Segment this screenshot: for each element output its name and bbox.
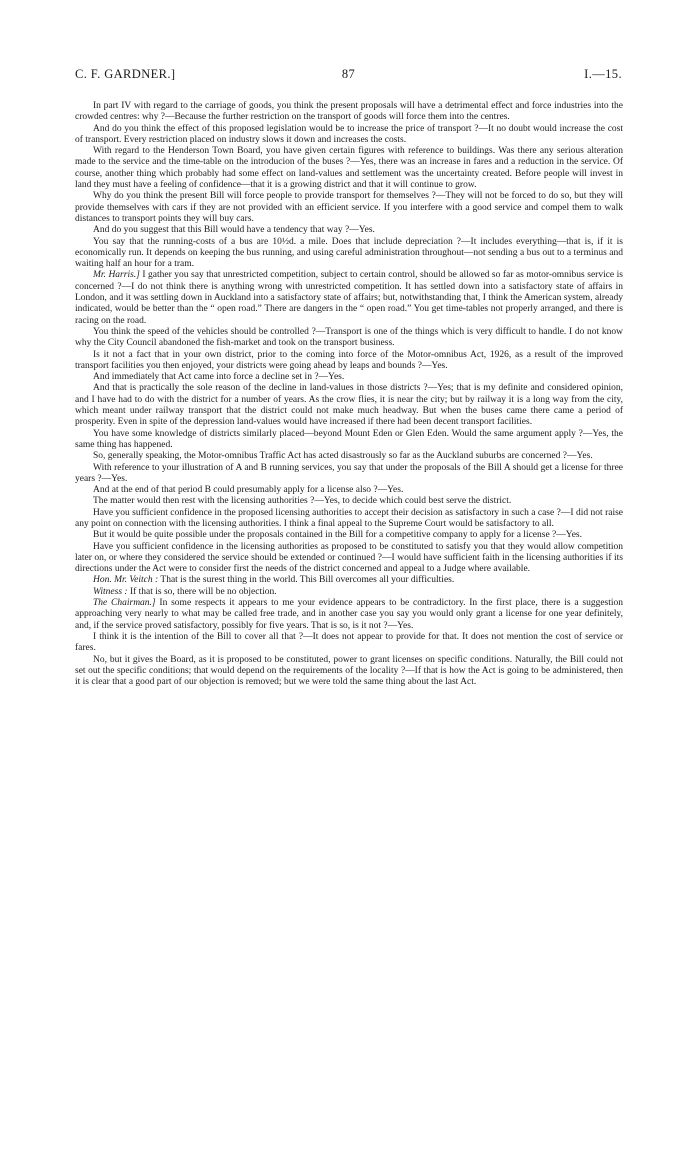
paragraph-text: You think the speed of the vehicles should be controlled ?—Transport is one of the things which is very difficult to handle. I do not know why the City Council abandoned the fish-market and took on the transport business. [75, 326, 623, 349]
paragraph [75, 530, 623, 541]
paragraph [75, 350, 623, 373]
paragraph-text: In part IV with regard to the carriage of goods, you think the present proposals will have a detrimental effect and force industries into the crowded centres: why ?—Because the further restriction on the transport of goods will force them into the centres. [75, 101, 623, 123]
paragraph [75, 575, 623, 586]
speaker-label: The Chairman.] [93, 598, 156, 609]
paragraph-text: So, generally speaking, the Motor-omnibus Traffic Act has acted disastrously so far as the Auckland suburbs are concerned ?—Yes. [93, 451, 593, 462]
paragraph-text: Is it not a fact that in your own district, prior to the coming into force of the Motor-omnibus Act, 1926, as a result of the improved transport facilities you then enjoyed, your districts were going ahead by leaps and bounds ?—Yes. [75, 349, 623, 371]
witness-name-header: C. F. GARDNER.] [75, 67, 176, 81]
paragraph [75, 225, 623, 236]
paragraph [75, 451, 623, 462]
paragraph [75, 587, 623, 598]
paragraph-text: No, but it gives the Board, as it is proposed to be constituted, power to grant licenses on specific conditions. Naturally, the Bill could not set out the specific conditions; that would depend on the requirements of the locality ?—If that is how the Act is going to be administered, then it is clear that a good part of our objection is removed; but we were told the same thing about the last Act. [75, 654, 623, 688]
paragraph [75, 327, 623, 350]
paragraph-text: But it would be quite possible under the proposals contained in the Bill for a competitive company to apply for a license ?—Yes. [93, 530, 582, 541]
paragraph-text: Have you sufficient confidence in the licensing authorities as proposed to be constituted to satisfy you that they would allow competition later on, or where they considered the service should be extended or continued ?—I would have sufficient faith in the licensing authorities if its directions under the Act were to consider first the needs of the district concerned and appeal to a Judge where available. [75, 541, 623, 575]
paragraph-text: I gather you say that unrestricted competition, subject to certain control, should be allowed so far as motor-omnibus service is concerned ?—I do not think there is anything wrong with unrestricted competition. It has settled down into a satisfactory state of affairs in London, and it was settling down in Auckland into a satisfactory state of affairs; but, notwithstanding that, I think the American system, already indicated, would be better than the “ open road.” There are dangers in the “ open road.” You get time-tables not properly arranged, and there is racing on the road. [75, 270, 623, 326]
paragraph [75, 485, 623, 496]
paragraph [75, 632, 623, 655]
paragraph-text: If that is so, there will be no objection. [129, 586, 277, 597]
paragraph-text: Why do you think the present Bill will force people to provide transport for themselves ?—They will not be forced to do so, but they will provide themselves with cars if they are not provided with an efficient service. If you interfere with a good service and compel them to walk distances to transport points they will buy cars. [75, 191, 623, 224]
paragraph-text: Have you sufficient confidence in the proposed licensing authorities to accept their decision as satisfactory in such a case ?—I did not raise any point on connection with the licensing authorities. I think a final appeal to the Supreme Court would be satisfactory to all. [75, 507, 623, 529]
paragraph-text: And that is practically the sole reason of the decline in land-values in those districts ?—Yes; that is my definite and considered opinion, and I have had to do with the district for a number of years. As the crow flies, it is near the city; but by railway it is a long way from the city, which meant under railway transport that the district could not make much headway. But when the buses came there came a period of prosperity. Even in spite of the depression land-values would have increased if there had been decent transport facilities. [75, 383, 623, 428]
paragraph-text: And do you think the effect of this proposed legislation would be to increase the price of transport ?—It no doubt would increase the cost of transport. Every restriction placed on industry slows it down and increases the costs. [75, 123, 623, 145]
paragraph [75, 598, 623, 632]
paragraph-text: I think it is the intention of the Bill to cover all that ?—It does not appear to provide for that. It does not mention the cost of service or fares. [75, 631, 623, 654]
paragraph [75, 101, 623, 124]
evidence-text [75, 101, 623, 688]
document-reference: I.—15. [584, 67, 622, 81]
speaker-label: Mr. Harris.] [93, 270, 140, 281]
paragraph-text: The matter would then rest with the licensing authorities ?—Yes, to decide which could best serve the district. [93, 496, 512, 507]
paragraph [75, 508, 623, 531]
paragraph [75, 383, 623, 428]
paragraph [75, 463, 623, 486]
paragraph-text: That is the surest thing in the world. This Bill overcomes all your difficulties. [160, 575, 455, 586]
paragraph [75, 237, 623, 271]
speaker-label: Hon. Mr. Veitch : [93, 575, 159, 586]
paragraph-text: With reference to your illustration of A and B running services, you say that under the proposals of the Bill A should get a license for three years ?—Yes. [75, 462, 623, 484]
paragraph [75, 655, 623, 689]
paragraph-text: And immediately that Act came into force a decline set in ?—Yes. [93, 372, 345, 383]
paragraph [75, 124, 623, 147]
paragraph-text: You have some knowledge of districts similarly placed—beyond Mount Eden or Glen Eden. Would the same argument apply ?—Yes, the same thing has happened. [75, 428, 623, 450]
paragraph-text: And at the end of that period B could presumably apply for a license also ?—Yes. [93, 485, 404, 496]
speaker-label: Witness : [93, 586, 128, 597]
paragraph [75, 146, 623, 191]
paragraph-text: You say that the running-costs of a bus are 10½d. a mile. Does that include depreciation ?—It includes everything—that is, if it is economically run. It depends on keeping the bus running, and using careful administration throughout—not sending a bus out to a terminus and waiting half an hour for a tram. [75, 236, 623, 270]
paragraph [75, 191, 623, 225]
paragraph [75, 496, 623, 507]
paragraph [75, 429, 623, 452]
paragraph-text: In some respects it appears to me your evidence appears to be contradictory. In the first place, there is a suggestion approaching very nearly to what may be called free trade, and in another case you say you would only grant a license for one year definitely, and, if the service proved satisfactory, possibly for five years. That is so, is it not ?—Yes. [75, 598, 624, 631]
paragraph [75, 372, 623, 383]
paragraph-text: With regard to the Henderson Town Board, you have given certain figures with reference to buildings. Was there any serious alteration made to the service and the time-table on the introducion of the buses ?—Yes, there was an increase in fares and a reduction in the service. Of course, another thing which probably had some effect on land-values and settlement was the uncertainty created. Before people will invest in land they must have a feeling of confidence—that it is a growing district and that it will continue to grow. [75, 146, 623, 191]
paragraph-text: And do you suggest that this Bill would have a tendency that way ?—Yes. [93, 225, 375, 236]
paragraph [75, 270, 623, 326]
page-number: 87 [341, 67, 356, 81]
paragraph [75, 542, 623, 576]
